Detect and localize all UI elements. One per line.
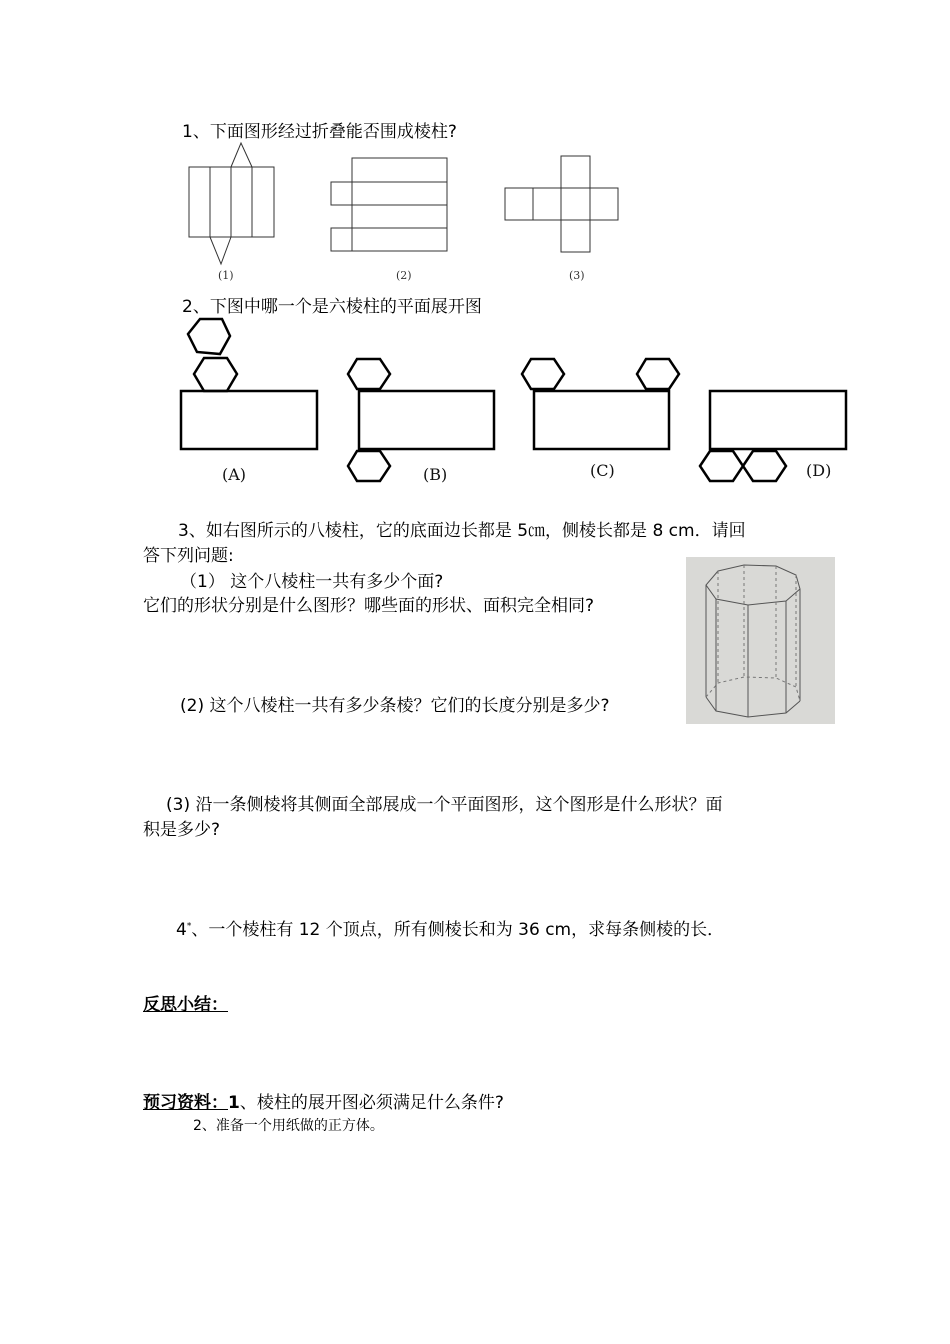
preview-item1-number: 1 — [228, 1093, 240, 1113]
q2-option-b-label: (B) — [423, 465, 448, 484]
q4-number: 4 — [176, 920, 187, 940]
q1-caption-3: (3) — [569, 269, 585, 282]
q2-title: 2、下图中哪一个是六棱柱的平面展开图 — [182, 297, 482, 317]
preview-line1 — [143, 1088, 504, 1113]
q1-caption-1: (1) — [218, 269, 234, 282]
q3-sub1-line2: 它们的形状分别是什么图形？哪些面的形状、面积完全相同? — [143, 596, 595, 616]
preview-label: 预习资料： — [143, 1093, 228, 1113]
reflection-label: 反思小结： — [143, 995, 228, 1015]
q1-caption-2: (2) — [396, 269, 412, 282]
q3-sub1-line1: （1） 这个八棱柱一共有多少个面? — [180, 572, 444, 592]
q4-text: 、一个棱柱有 12 个顶点，所有侧棱长和为 36 cm，求每条侧棱的长． — [191, 920, 725, 940]
q3-sub3-line2: 积是多少? — [143, 820, 221, 840]
q2-option-a-net — [181, 319, 317, 449]
q1-title: 1、下面图形经过折叠能否围成棱柱? — [182, 122, 457, 142]
q2-option-c-net — [522, 359, 679, 449]
q3-intro-line2: 答下列问题: — [143, 546, 234, 566]
q4-line — [176, 915, 724, 940]
q3-sub3-line1: (3) 沿一条侧棱将其侧面全部展成一个平面图形，这个图形是什么形状？面 — [166, 795, 723, 815]
q4-star: * — [186, 921, 192, 932]
octagonal-prism-photo — [686, 557, 835, 724]
preview-item1-text: 、棱柱的展开图必须满足什么条件? — [239, 1093, 504, 1113]
q2-option-b-net — [348, 359, 494, 481]
preview-item2: 2、准备一个用纸做的正方体。 — [193, 1118, 384, 1134]
q3-intro-line1: 3、如右图所示的八棱柱，它的底面边长都是 5㎝，侧棱长都是 8 cm．请回 — [178, 521, 746, 541]
q2-option-c-label: (C) — [590, 461, 615, 480]
q2-option-a-label: (A) — [222, 465, 247, 484]
q2-option-d-label: (D) — [806, 461, 832, 480]
q3-sub2: (2) 这个八棱柱一共有多少条棱？它们的长度分别是多少? — [180, 696, 610, 716]
